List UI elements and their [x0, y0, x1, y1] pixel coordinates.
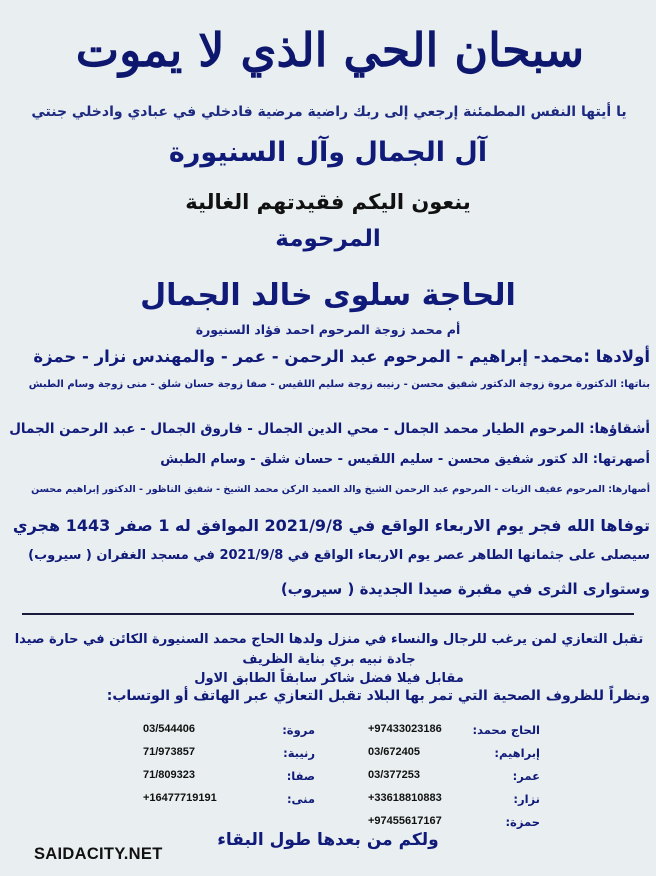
condolence-line-2: مقابل فيلا فضل شاكر سابقاً الطابق الاول: [194, 671, 464, 686]
brothers-in-law-line: أصهرتها: الد كتور شفيق محسن - سليم اللقيس - حسان شلق - وسام الطبش: [160, 452, 650, 467]
site-watermark: SAIDACITY.NET: [34, 845, 163, 863]
contact-name: رنيبة:: [283, 746, 315, 760]
prayer-line: سيصلى على جثمانها الطاهر عصر يوم الاربعاء الواقع في 2021/9/8 في مسجد الغفران ( سيروب): [28, 548, 650, 563]
contact-row: [368, 723, 540, 746]
contact-name: نزار:: [513, 792, 540, 806]
contact-phone: 71/809323: [143, 769, 195, 781]
contact-phone: 71/973857: [143, 746, 195, 758]
marhuma-label: المرحومة: [275, 226, 381, 252]
contacts-left-column: [143, 723, 315, 815]
contact-name: إبراهيم:: [494, 746, 540, 760]
mother-of-line: أم محمد زوجة المرحوم احمد فؤاد السنيورة: [195, 322, 461, 337]
contact-phone: 03/544406: [143, 723, 195, 735]
deceased-name: الحاجة سلوى خالد الجمال: [140, 278, 516, 313]
contact-phone: 03/377253: [368, 769, 420, 781]
announcement-line: ينعون اليكم فقيدتهم الغالية: [185, 190, 471, 214]
brothers-line: أشقاؤها: المرحوم الطيار محمد الجمال - محي الدين الجمال - فاروق الجمال - عبد الرحمن الجمال: [9, 421, 650, 437]
quran-verse: يا أيتها النفس المطمئنة إرجعي إلى ربك راضية مرضية فادخلي في عبادي وادخلي جنتي: [31, 104, 627, 120]
sons-line: أولادها :محمد- إبراهيم - المرحوم عبد الرحمن - عمر - والمهندس نزار - حمزة: [33, 347, 650, 366]
contact-name: مروة:: [282, 723, 315, 737]
contact-row: [143, 769, 315, 792]
contact-row: [368, 769, 540, 792]
calligraphy-text: سبحان الحي الذي لا يموت: [75, 23, 585, 77]
contact-phone: +97433023186: [368, 723, 442, 735]
contacts-right-column: [368, 723, 540, 838]
families-title: آل الجمال وآل السنيورة: [168, 137, 488, 168]
sons-in-law-line: أصهارها: المرحوم عفيف الزيات - المرحوم عبد الرحمن الشيخ والد العميد الركن محمد الشيخ - شفيق الناظور - الدكتور إبراهيم محسن: [31, 484, 650, 495]
covid-note: ونظراً للظروف الصحية التي تمر بها البلاد تقبل التعازي عبر الهاتف أو الوتساب:: [106, 688, 650, 704]
contact-phone: 03/672405: [368, 746, 420, 758]
condolence-block: [14, 630, 644, 689]
contact-row: [143, 792, 315, 815]
contact-row: [143, 723, 315, 746]
condolence-line-1: تقبل التعازي لمن يرغب للرجال والنساء في منزل ولدها الحاج محمد السنيورة الكائن في حارة صيدا جادة نبيه بري بناية الظريف: [14, 632, 644, 667]
divider: [22, 613, 634, 615]
contact-phone: +33618810883: [368, 792, 442, 804]
contact-row: [368, 746, 540, 769]
contact-name: منى:: [286, 792, 315, 806]
contact-row: [368, 792, 540, 815]
closing-line: ولكم من بعدها طول البقاء: [217, 830, 439, 850]
contact-name: حمزة:: [505, 815, 540, 829]
contact-phone: +16477719191: [143, 792, 217, 804]
contact-name: الحاج محمد:: [472, 723, 540, 737]
daughters-line: بناتها: الدكتورة مروة زوجة الدكتور شفيق محسن - رنيبه زوجة سليم اللقيس - صفا زوجة حسان شلق - منى زوجة وسام الطبش: [28, 379, 650, 390]
death-date-line: توفاها الله فجر يوم الاربعاء الواقع في 2021/9/8 الموافق له 1 صفر 1443 هجري: [12, 516, 650, 535]
contact-row: [143, 746, 315, 769]
contact-name: عمر:: [512, 769, 540, 783]
burial-line: وستوارى الثرى في مقبرة صيدا الجديدة ( سيروب): [280, 580, 650, 598]
contact-phone: +97455617167: [368, 815, 442, 827]
contact-name: صفا:: [286, 769, 315, 783]
header-calligraphy: [75, 8, 585, 88]
